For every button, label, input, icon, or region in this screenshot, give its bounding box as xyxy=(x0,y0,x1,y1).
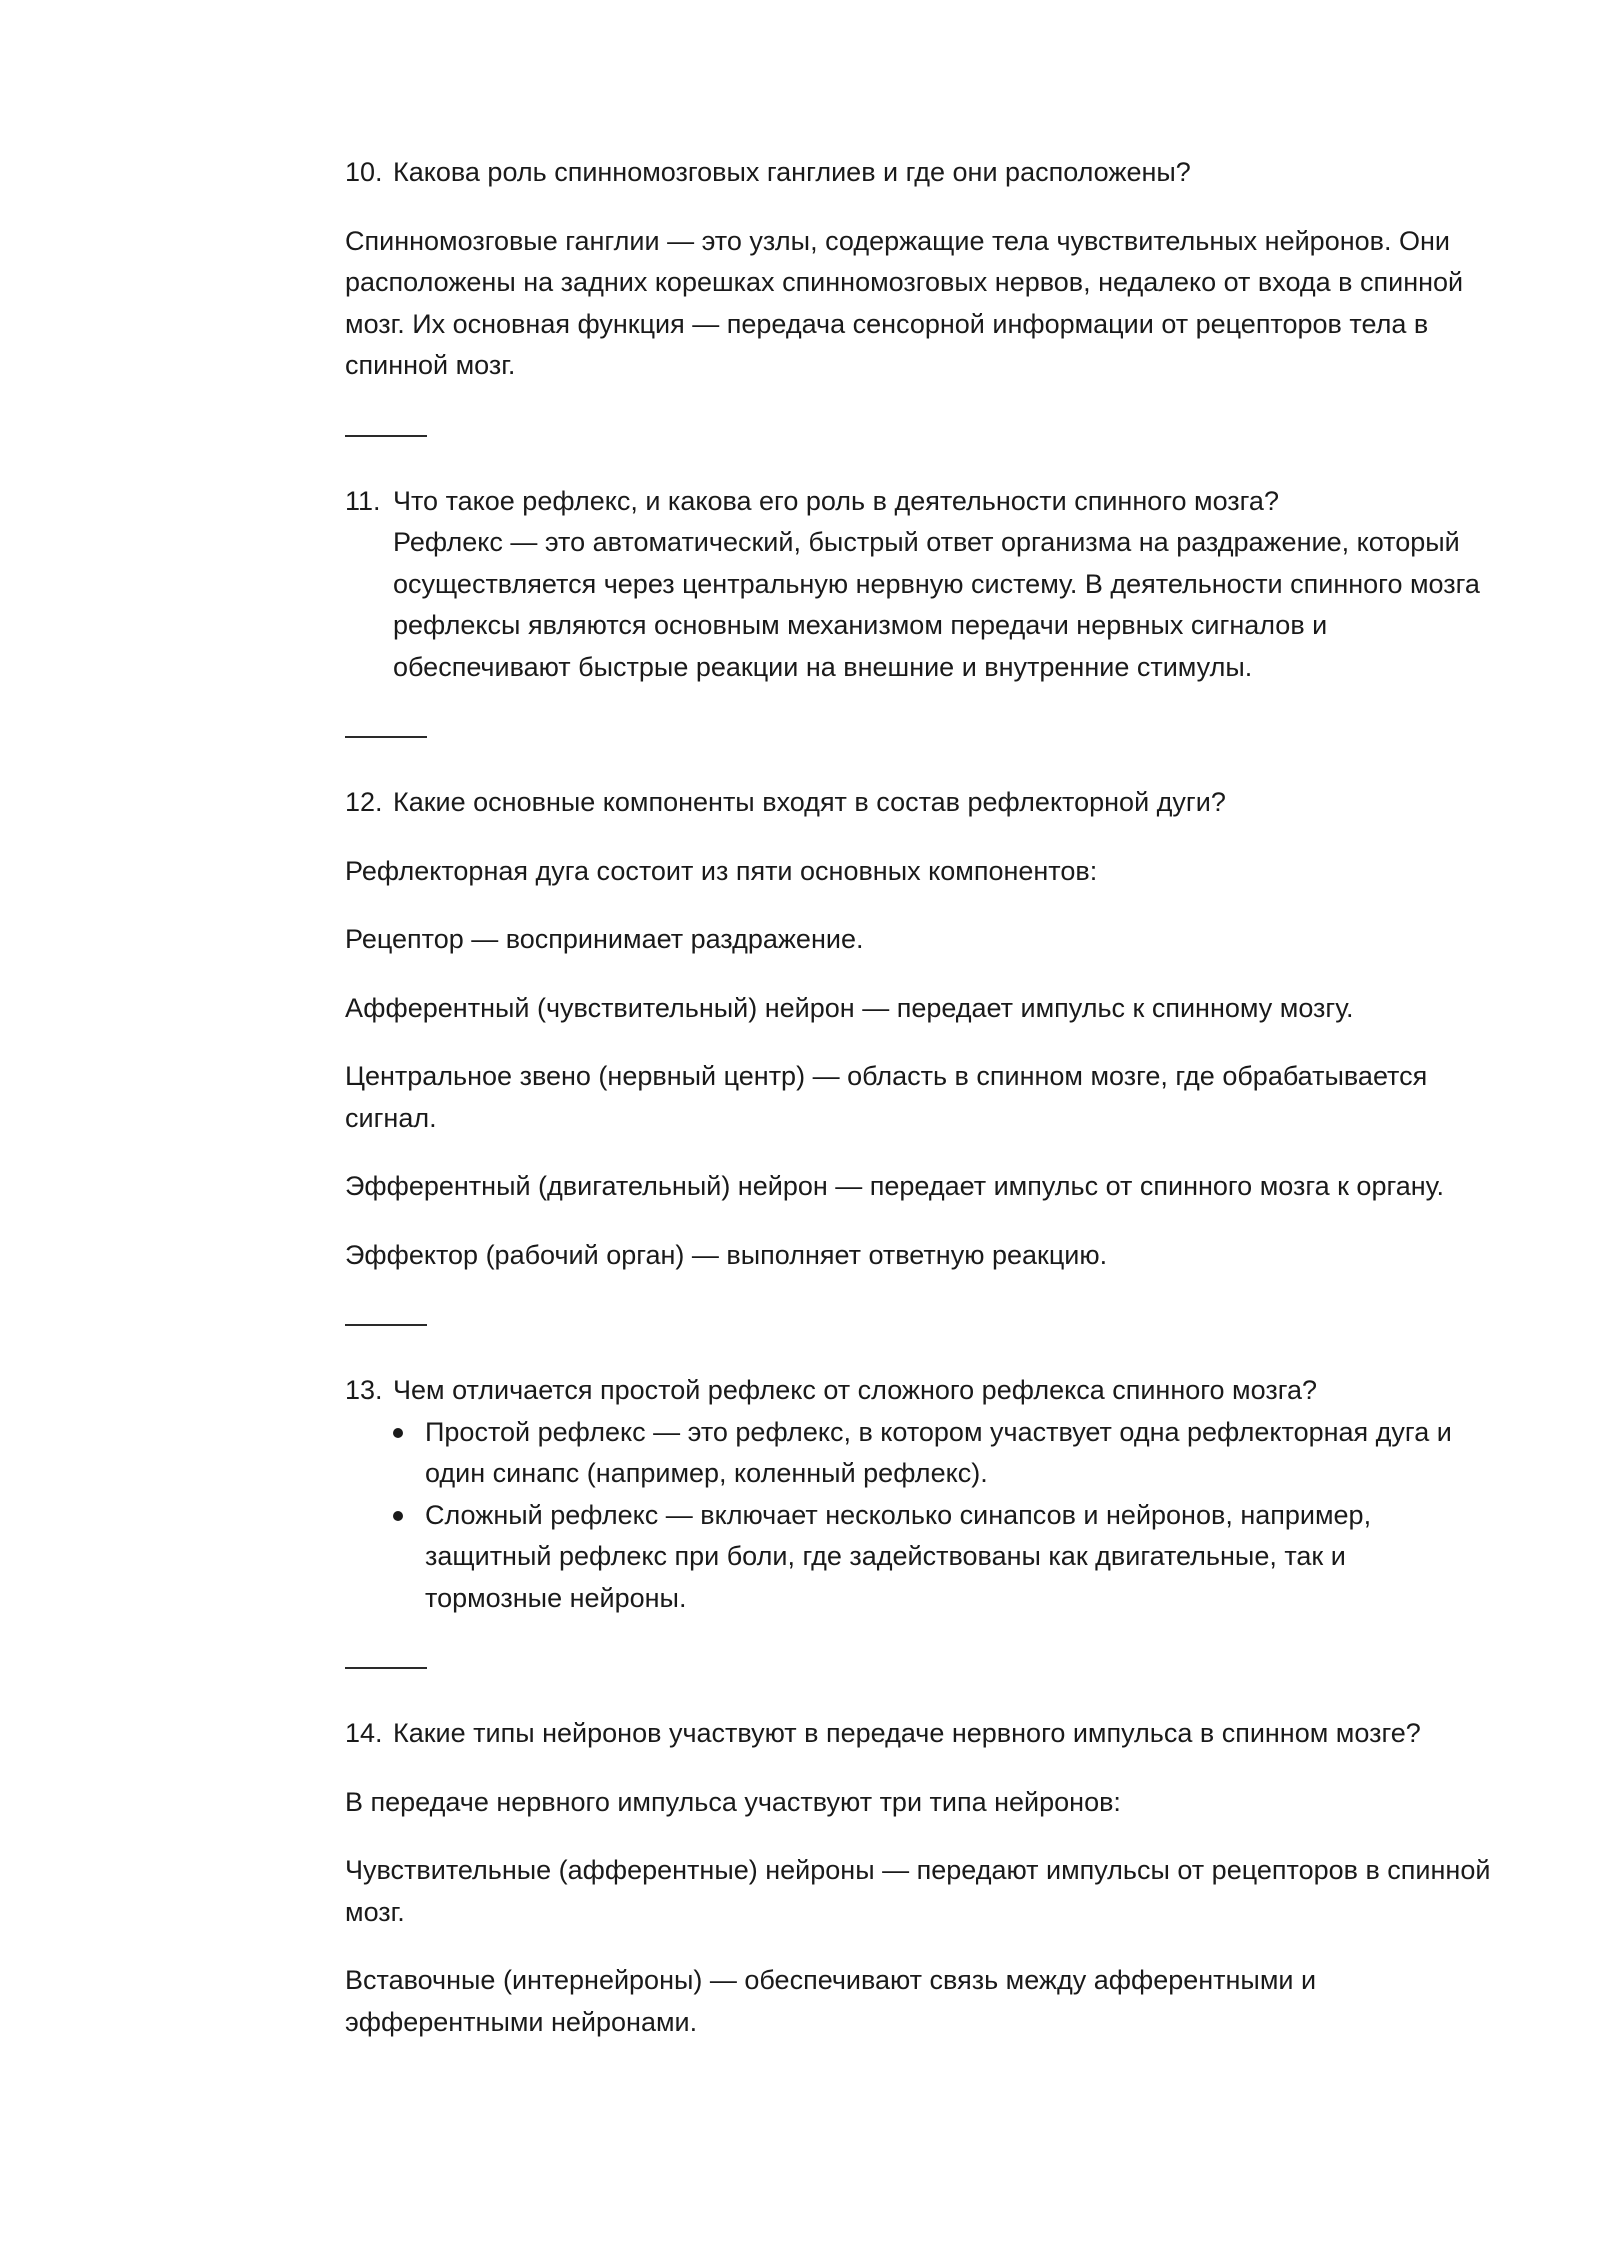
question-text: Чем отличается простой рефлекс от сложного рефлекса спинного мозга? xyxy=(393,1375,1317,1405)
answer-line: Эффектор (рабочий орган) — выполняет ответную реакцию. xyxy=(345,1239,1108,1270)
answer-line: один синапс (например, коленный рефлекс). xyxy=(425,1458,988,1488)
answer-line: Афферентный (чувствительный) нейрон — передает импульс к спинному мозгу. xyxy=(345,992,1354,1023)
answer-paragraph xyxy=(345,1960,1505,2043)
answer-line: В передаче нервного импульса участвуют три типа нейронов: xyxy=(345,1786,1121,1817)
answer-line: обеспечивают быстрые реакции на внешние и внутренние стимулы. xyxy=(393,651,1253,682)
answer-bullet-list xyxy=(345,1412,1505,1620)
answer-line: Спинномозговые ганглии — это узлы, содержащие тела чувствительных нейронов. Они xyxy=(345,225,1450,256)
answer-line: спинной мозг. xyxy=(345,350,516,380)
question-number: 10. xyxy=(345,157,383,187)
answer-line: Рефлекторная дуга состоит из пяти основных компонентов: xyxy=(345,855,1098,886)
document-content xyxy=(345,152,1505,2043)
answer-line: осуществляется через центральную нервную систему. В деятельности спинного мозга xyxy=(393,568,1480,599)
bullet-icon xyxy=(393,1511,403,1521)
answer-line: Рефлекс — это автоматический, быстрый ответ организма на раздражение, который xyxy=(393,527,1460,557)
answer-line: мозг. Их основная функция — передача сенсорной информации от рецепторов тела в xyxy=(345,308,1429,339)
question-number: 12. xyxy=(345,787,383,817)
answer-line: Чувствительные (афферентные) нейроны — передают импульсы от рецепторов в спинной xyxy=(345,1855,1491,1885)
question-13 xyxy=(345,1370,1505,1412)
question-11 xyxy=(345,481,1505,523)
question-text: Какие типы нейронов участвуют в передаче нервного импульса в спинном мозге? xyxy=(393,1718,1421,1748)
question-text: Какова роль спинномозговых ганглиев и где они расположены? xyxy=(393,157,1191,187)
question-number: 14. xyxy=(345,1718,383,1748)
answer-line: Рецептор — воспринимает раздражение. xyxy=(345,924,864,954)
answer-line: сигнал. xyxy=(345,1102,437,1133)
answer-paragraph xyxy=(345,1166,1505,1208)
answer-line: мозг. xyxy=(345,1896,405,1927)
section-divider xyxy=(345,1324,427,1326)
answer-paragraph xyxy=(345,851,1505,893)
answer-paragraph xyxy=(345,988,1505,1030)
answer-paragraph xyxy=(345,1782,1505,1824)
answer-paragraph xyxy=(345,1850,1505,1933)
question-number: 11. xyxy=(345,485,381,516)
question-number: 13. xyxy=(345,1375,383,1405)
question-10 xyxy=(345,152,1505,194)
question-14 xyxy=(345,1713,1505,1755)
question-text: Что такое рефлекс, и какова его роль в деятельности спинного мозга? xyxy=(393,485,1279,516)
section-divider xyxy=(345,736,427,738)
answer-10 xyxy=(345,221,1505,387)
answer-paragraph xyxy=(345,1056,1505,1139)
answer-line: защитный рефлекс при боли, где задействованы как двигательные, так и xyxy=(425,1541,1346,1571)
answer-paragraph xyxy=(345,1235,1505,1277)
bullet-icon xyxy=(393,1428,403,1438)
question-12 xyxy=(345,782,1505,824)
section-divider xyxy=(345,435,427,437)
answer-11 xyxy=(345,522,1505,688)
question-text: Какие основные компоненты входят в состав рефлекторной дуги? xyxy=(393,787,1226,817)
answer-line: Центральное звено (нервный центр) — область в спинном мозге, где обрабатывается xyxy=(345,1061,1428,1091)
list-item xyxy=(393,1412,1505,1495)
list-item xyxy=(393,1495,1505,1620)
answer-line: Эфферентный (двигательный) нейрон — передает импульс от спинного мозга к органу. xyxy=(345,1171,1444,1201)
answer-line: Вставочные (интернейроны) — обеспечивают связь между афферентными и xyxy=(345,1965,1317,1995)
answer-line: Простой рефлекс — это рефлекс, в котором участвует одна рефлекторная дуга и xyxy=(425,1416,1452,1447)
answer-paragraph xyxy=(345,919,1505,961)
section-divider xyxy=(345,1667,427,1669)
answer-line: расположены на задних корешках спинномозговых нервов, недалеко от входа в спинной xyxy=(345,267,1464,297)
answer-line: Сложный рефлекс — включает несколько синапсов и нейронов, например, xyxy=(425,1499,1372,1530)
answer-line: рефлексы являются основным механизмом передачи нервных сигналов и xyxy=(393,610,1328,640)
answer-line: тормозные нейроны. xyxy=(425,1582,687,1613)
answer-line: эфферентными нейронами. xyxy=(345,2006,698,2037)
